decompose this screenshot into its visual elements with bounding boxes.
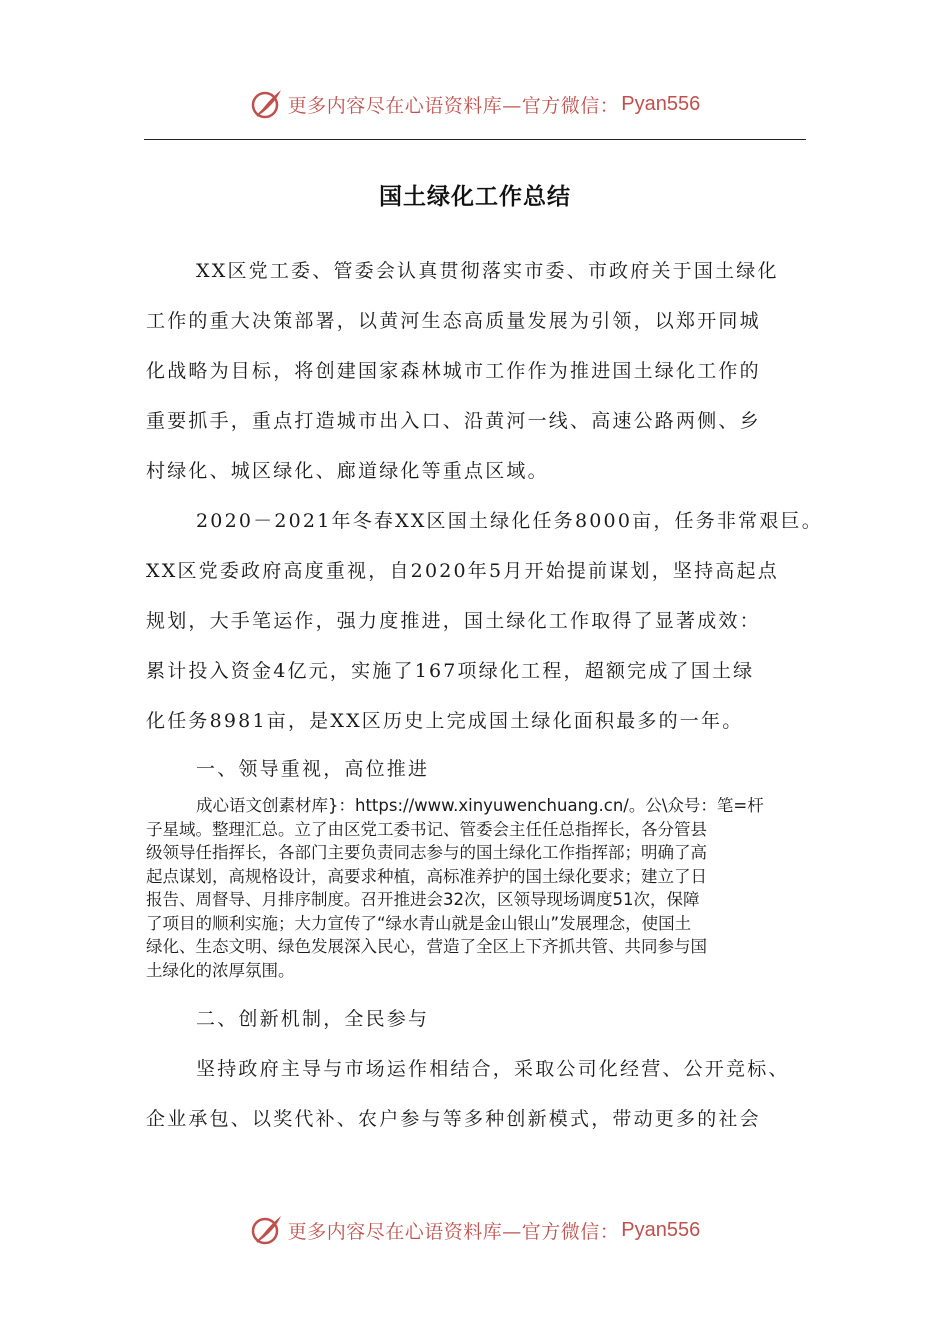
heading-text: 二、创新机制，全民参与: [196, 1008, 430, 1030]
section-heading-1: [146, 744, 810, 794]
text-line: 企业承包、以奖代补、农户参与等多种创新模式，带动更多的社会: [146, 1108, 761, 1130]
text-line: 规划，大手笔运作，强力度推进，国土绿化工作取得了显著成效：: [146, 610, 761, 632]
watermark-handle: Pyan556: [621, 92, 701, 115]
watermark-text: 更多内容尽在心语资料库—官方微信：: [287, 94, 620, 117]
text-line: 报告、周督导、月排序制度。召开推进会32次，区领导现场调度51次，保障: [146, 890, 700, 909]
text-line: 化战略为目标，将创建国家森林城市工作作为推进国土绿化工作的: [146, 360, 761, 382]
text-line: 绿化、生态文明、绿色发展深入民心，营造了全区上下齐抓共管、共同参与国: [146, 937, 707, 956]
heading-text: 一、领导重视，高位推进: [196, 758, 430, 780]
text-line: 村绿化、城区绿化、廊道绿化等重点区域。: [146, 460, 549, 482]
paragraph-intro: [146, 246, 810, 496]
watermark-text: 更多内容尽在心语资料库—官方微信：: [287, 1220, 620, 1243]
text-line: 起点谋划，高规格设计，高要求种植，高标准养护的国土绿化要求；建立了日: [146, 866, 707, 886]
text-line: 级领导任指挥长，各部门主要负责同志参与的国土绿化工作指挥部；明确了高: [146, 843, 707, 862]
text-line: XX区党工委、管委会认真贯彻落实市委、市政府关于国土绿化: [196, 260, 779, 282]
text-line: 土绿化的浓厚氛围。: [146, 960, 295, 980]
text-line: 2020－2021年冬春XX区国土绿化任务8000亩，任务非常艰巨。: [196, 510, 823, 532]
text-line: 累计投入资金4亿元，实施了167项绿化工程，超额完成了国土绿: [146, 660, 755, 682]
header-rule: [144, 139, 806, 140]
text-line: 了项目的顺利实施；大力宣传了“绿水青山就是金山银山”发展理念，使国土: [146, 913, 692, 933]
text-line: 重要抓手，重点打造城市出入口、沿黄河一线、高速公路两侧、乡: [146, 410, 761, 432]
text-line: 子星域。整理汇总。立了由区党工委书记、管委会主任任总指挥长，各分管县: [146, 819, 707, 839]
footer-watermark: [0, 1210, 950, 1250]
section-heading-2: [146, 994, 810, 1044]
paragraph-leadership: [146, 794, 810, 982]
text-line: XX区党委政府高度重视，自2020年5月开始提前谋划，坚持高起点: [146, 560, 779, 582]
text-line: 化任务8981亩，是XX区历史上完成国土绿化面积最多的一年。: [146, 710, 744, 732]
text-line: 成心语文创素材库}：https://www.xinyuwenchuang.cn/。公\众号：笔=杆: [196, 796, 764, 815]
header-watermark: [0, 84, 950, 124]
paragraph-mechanism: [146, 1044, 810, 1144]
watermark-handle: Pyan556: [621, 1218, 701, 1241]
paragraph-results: [146, 496, 823, 746]
quill-logo-icon: [250, 87, 284, 121]
document-title: 国土绿化工作总结: [379, 184, 571, 210]
text-line: 工作的重大决策部署，以黄河生态高质量发展为引领，以郑开同城: [146, 310, 761, 332]
quill-logo-icon: [250, 1213, 284, 1247]
text-line: 坚持政府主导与市场运作相结合，采取公司化经营、公开竞标、: [196, 1058, 790, 1080]
